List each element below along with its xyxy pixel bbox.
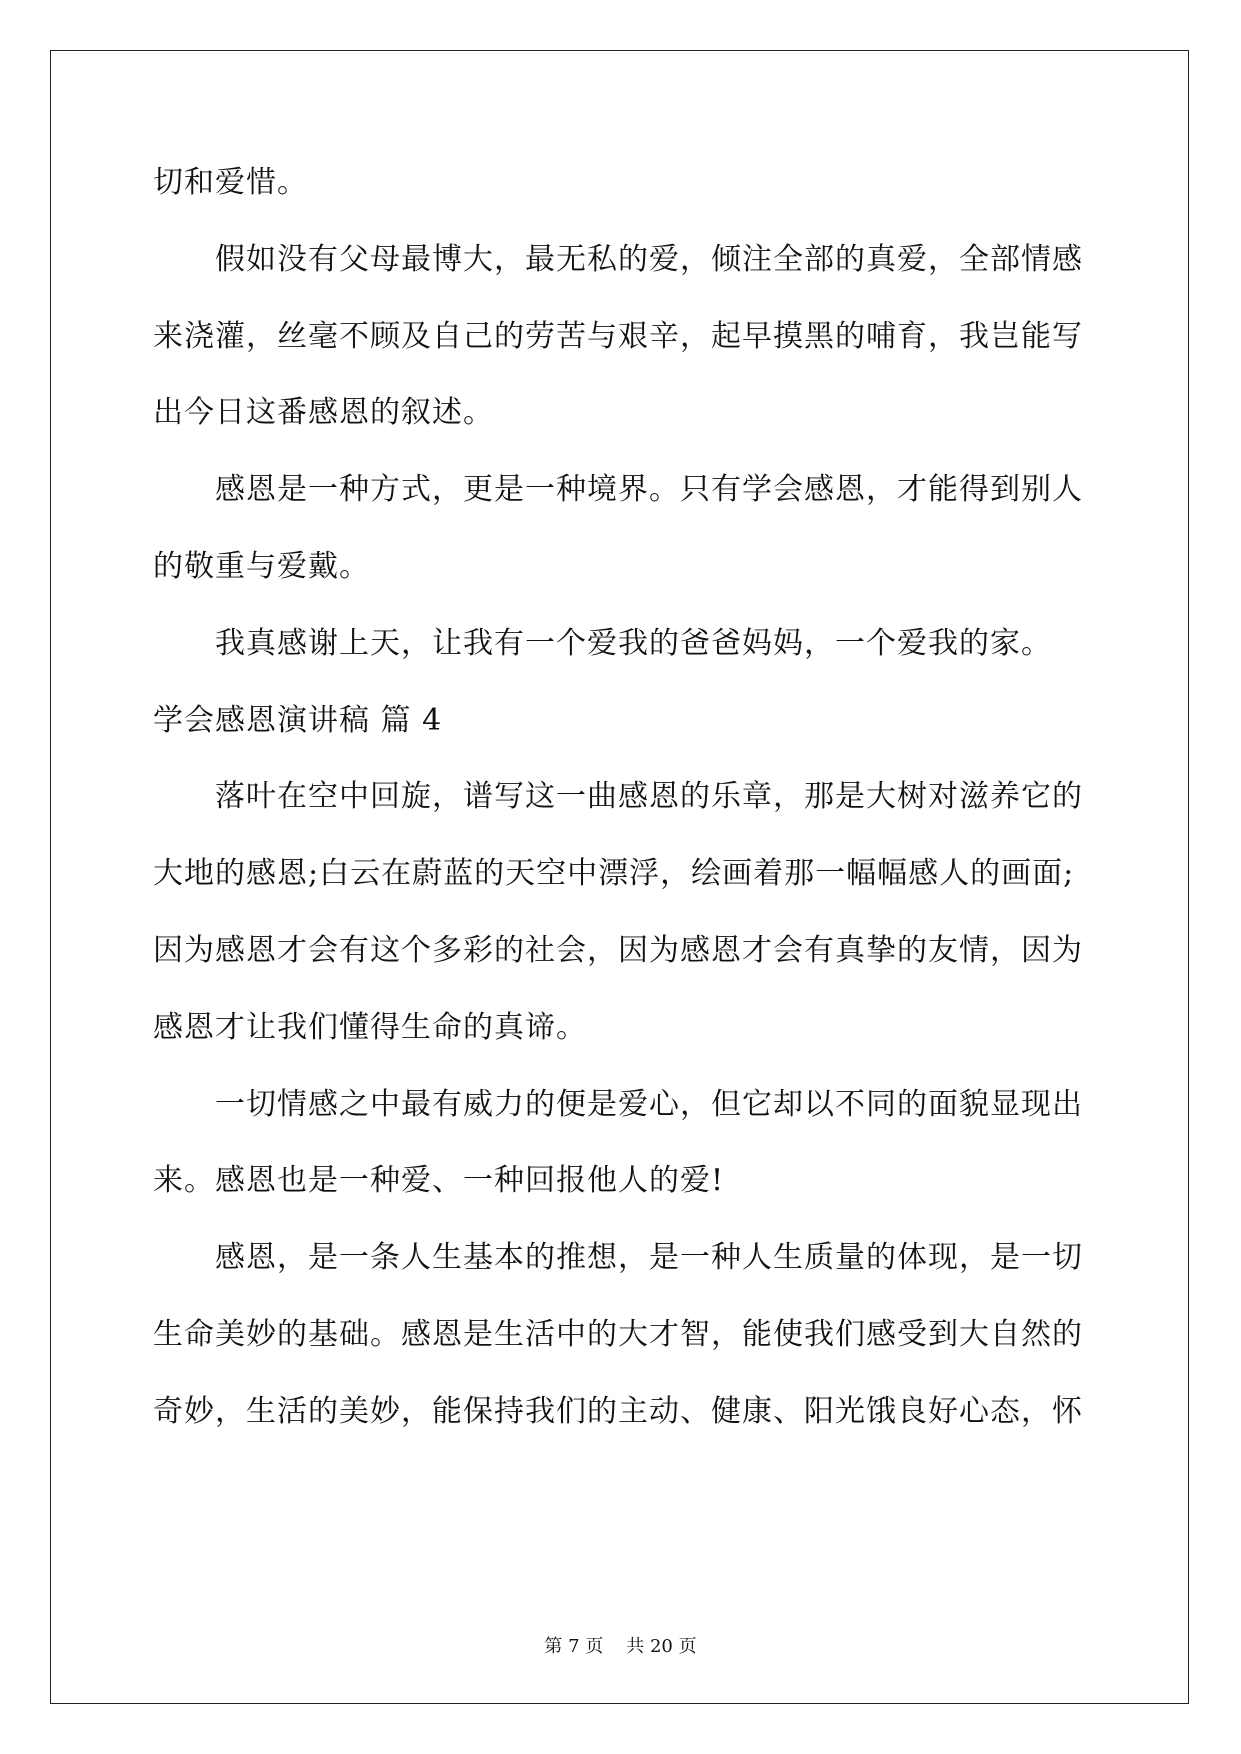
text-line: 假如没有父母最博大，最无私的爱，倾注全部的真爱，全部情感	[215, 241, 1083, 277]
page-footer	[0, 1632, 1241, 1658]
text-line: 的敬重与爱戴。	[153, 548, 370, 584]
text-line: 来。感恩也是一种爱、一种回报他人的爱!	[153, 1163, 725, 1199]
text-line: 我真感谢上天，让我有一个爱我的爸爸妈妈，一个爱我的家。	[215, 625, 1052, 661]
text-line: 切和爱惜。	[153, 165, 308, 200]
text-line: 大地的感恩;白云在蔚蓝的天空中漂浮，绘画着那一幅幅感人的画面;	[153, 856, 1075, 892]
page-number: 第 7 页	[544, 1636, 604, 1657]
text-line: 一切情感之中最有威力的便是爱心，但它却以不同的面貌显现出	[215, 1086, 1083, 1122]
text-line: 生命美妙的基础。感恩是生活中的大才智，能使我们感受到大自然的	[153, 1316, 1083, 1352]
text-line: 学会感恩演讲稿 篇 4	[153, 702, 443, 738]
text-line: 因为感恩才会有这个多彩的社会，因为感恩才会有真挚的友情，因为	[153, 932, 1083, 968]
text-line: 出今日这番感恩的叙述。	[153, 395, 494, 431]
text-line: 奇妙，生活的美妙，能保持我们的主动、健康、阳光饿良好心态，怀	[153, 1393, 1083, 1429]
page-total: 共 20 页	[626, 1636, 697, 1657]
text-line: 感恩，是一条人生基本的推想，是一种人生质量的体现，是一切	[215, 1240, 1083, 1276]
text-line: 来浇灌，丝毫不顾及自己的劳苦与艰辛，起早摸黑的哺育，我岂能写	[153, 318, 1083, 354]
document-body	[153, 160, 1089, 1466]
text-line: 感恩是一种方式，更是一种境界。只有学会感恩，才能得到别人	[215, 472, 1083, 508]
text-line: 落叶在空中回旋，谱写这一曲感恩的乐章，那是大树对滋养它的	[215, 779, 1083, 815]
text-line: 感恩才让我们懂得生命的真谛。	[153, 1009, 587, 1045]
